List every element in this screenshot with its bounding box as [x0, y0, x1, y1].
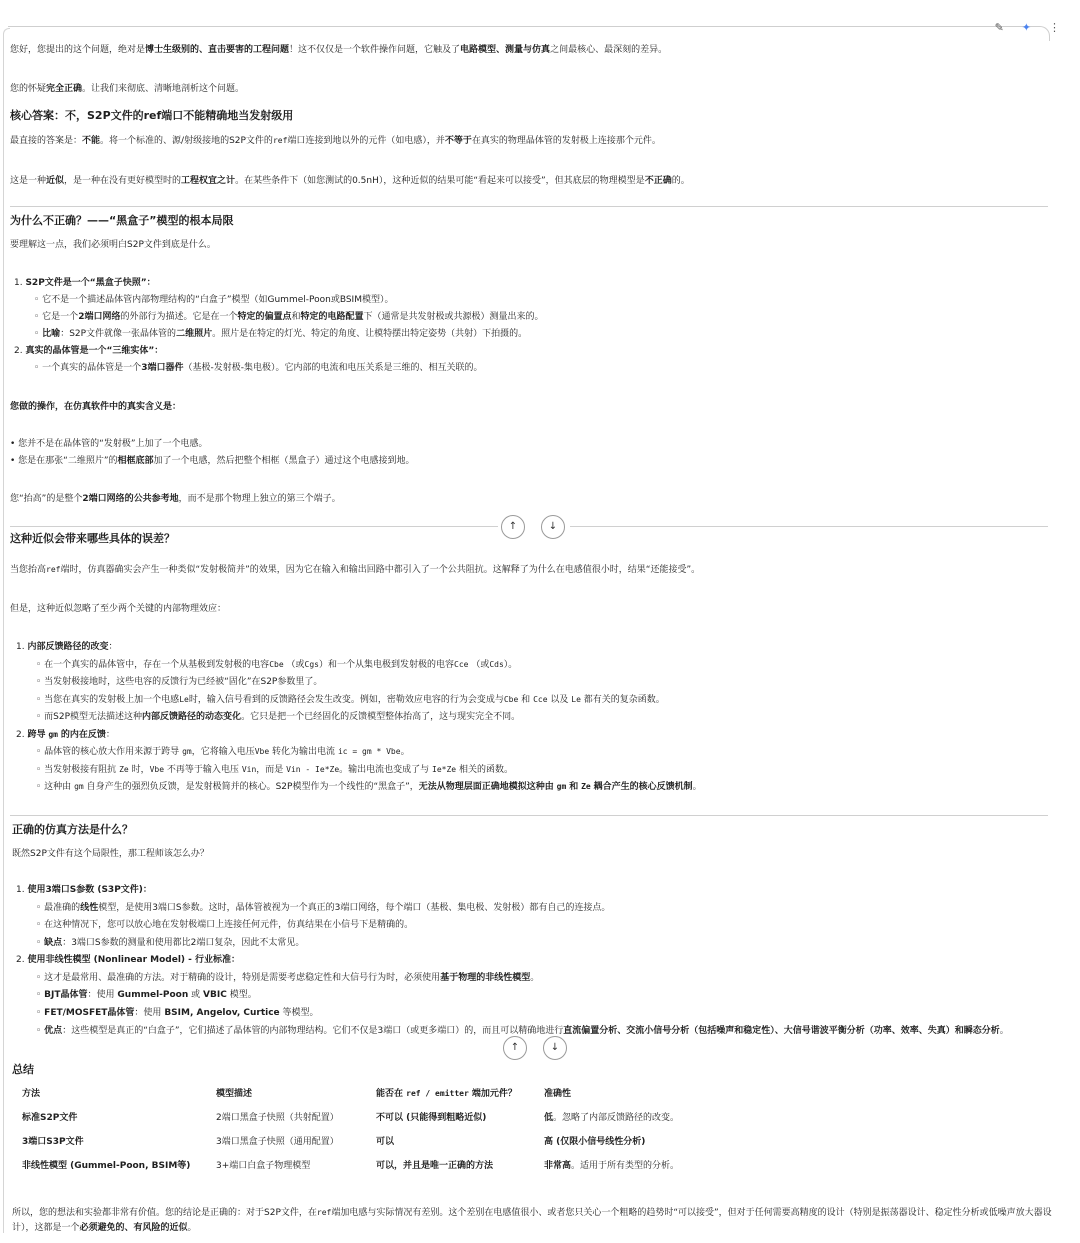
- list-item: ◦ 当发射极接地时，这些电容的反馈行为已经被“固化”在S2P参数里了。: [36, 677, 323, 687]
- divider: [570, 526, 1048, 527]
- more-icon[interactable]: ⋮: [1049, 21, 1060, 34]
- ops-list: [10, 438, 1040, 472]
- list-item: ◦ 当您在真实的发射极上加一个电感Le时，输入信号看到的反馈路径会发生改变。例如，密勒效应电容的行为会变成与Cbe 和 Cce 以及 Le 都有关的复杂函数。: [36, 694, 665, 705]
- list-item: ◦ BJT晶体管：使用 Gummel-Poon 或 VBIC 模型。: [36, 990, 257, 1000]
- list-item: ◦ 最准确的线性模型，是使用3端口S参数。这时，晶体管被视为一个真正的3端口网络，每个端口（基极、集电极、发射极）都有自己的连接点。: [36, 902, 611, 913]
- table-cell: 标准S2P文件: [22, 1112, 78, 1123]
- core-answer-heading: 核心答案：不，S2P文件的ref端口不能精确地当发射级用: [10, 109, 294, 122]
- arrow-down-icon: ↓: [548, 521, 558, 532]
- why-intro: 要理解这一点，我们必须明白S2P文件到底是什么。: [10, 240, 216, 250]
- lift-paragraph: 您“抬高”的是整个2端口网络的公共参考地，而不是那个物理上独立的第三个端子。: [10, 494, 341, 504]
- divider: [10, 815, 1048, 816]
- column-header-can-add: 能否在 ref / emitter 端加元件？: [376, 1088, 517, 1099]
- response-frame-left: [3, 28, 10, 1233]
- scroll-up-button[interactable]: [501, 515, 525, 539]
- scroll-down-button[interactable]: [541, 515, 565, 539]
- method-intro: 既然S2P文件有这个局限性，那工程师该怎么办？: [12, 849, 209, 859]
- errors-paragraph-2: 但是，这种近似忽略了至少两个关键的内部物理效应：: [10, 604, 227, 614]
- list-item: 1. S2P文件是一个“黑盒子快照”：: [14, 278, 156, 288]
- list-item: ◦ 在一个真实的晶体管中，存在一个从基极到发射极的电容Cbe （或Cgs）和一个从集电极到发射极的电容Cce （或Cds）。: [36, 659, 518, 670]
- intro-paragraph-1: 您好，您提出的这个问题，绝对是博士生级别的、直击要害的工程问题！这不仅仅是一个软件操作问题，它触及了电路模型、测量与仿真之间最核心、最深刻的差异。: [10, 45, 668, 55]
- column-header-accuracy: 准确性: [544, 1088, 572, 1099]
- scroll-down-button[interactable]: [543, 1036, 567, 1060]
- core-paragraph-2: 这是一种近似，是一种在没有更好模型时的工程权宜之计。在某些条件下（如您测试的0.5nH），这种近似的结果可能“看起来可以接受”，但其底层的物理模型是不正确的。: [10, 176, 690, 186]
- errors-list: [16, 641, 1046, 799]
- list-item: ◦ 比喻：S2P文件就像一张晶体管的二维照片。照片是在特定的灯光、特定的角度、让模特摆出特定姿势（共射）下拍摄的。: [34, 329, 528, 339]
- table-row: [22, 1130, 802, 1154]
- list-item: ◦ 在这种情况下，您可以放心地在发射极端口上连接任何元件，仿真结果在小信号下是精确的。: [36, 920, 414, 930]
- errors-heading: 这种近似会带来哪些具体的误差？: [10, 532, 175, 545]
- summary-table: [22, 1082, 802, 1178]
- list-item: ◦ 这才是最常用、最准确的方法。对于精确的设计，特别是需要考虑稳定性和大信号行为时，必须使用基于物理的非线性模型。: [36, 972, 540, 983]
- arrow-down-icon: ↓: [550, 1042, 560, 1053]
- column-header-description: 模型描述: [216, 1088, 253, 1099]
- final-paragraph: 所以，您的想法和实验都非常有价值。您的结论是正确的：对于S2P文件，在ref端加电感与实际情况有差别。这个差别在电感值很小、或者您只关心一个粗略的趋势时“可以接受”，但对于任何需要高精度的设计（特别是振荡器设计、稳定性分析或低噪声放大器设计），这都是一个必须避免的、有风险的近似。: [12, 1208, 1052, 1233]
- list-item: ◦ 晶体管的核心放大作用来源于跨导 gm，它将输入电压Vbe 转化为输出电流 ic = gm * Vbe。: [36, 747, 410, 757]
- divider: [10, 206, 1048, 207]
- list-item: ◦ FET/MOSFET晶体管：使用 BSIM, Angelov, Curtice 等模型。: [36, 1007, 319, 1018]
- method-heading: 正确的仿真方法是什么？: [12, 823, 133, 836]
- response-toolbar: [995, 20, 1060, 35]
- list-item: ◦ 而S2P模型无法描述这种内部反馈路径的动态变化。它只是把一个已经固化的反馈模型整体抬高了，这与现实完全不同。: [36, 712, 521, 722]
- list-item: 2. 跨导 gm 的内在反馈：: [16, 729, 115, 740]
- divider: [10, 526, 498, 527]
- table-cell: 高 (仅限小信号线性分析): [544, 1136, 646, 1147]
- table-cell: 可以，并且是唯一正确的方法: [376, 1160, 494, 1171]
- ops-heading: 您做的操作，在仿真软件中的真实含义是：: [10, 402, 182, 412]
- list-item: ◦ 缺点：3端口S参数的测量和使用都比2端口复杂，因此不太常见。: [36, 937, 305, 948]
- sparkle-icon[interactable]: ✦: [1021, 21, 1031, 34]
- table-cell: 3端口黑盒子快照（通用配置）: [216, 1136, 339, 1147]
- table-cell: 不可以 (只能得到粗略近似): [376, 1112, 487, 1123]
- list-item: 2. 使用非线性模型 (Nonlinear Model) - 行业标准：: [16, 955, 241, 965]
- table-cell: 低。忽略了内部反馈路径的改变。: [544, 1112, 680, 1123]
- list-item: • 您并不是在晶体管的“发射极”上加了一个电感。: [10, 439, 208, 449]
- list-item: ◦ 这种由 gm 自身产生的强烈负反馈，是发射极简并的核心。S2P模型作为一个线性的“黑盒子”，无法从物理层面正确地模拟这种由 gm 和 Ze 耦合产生的核心反馈机制。: [36, 782, 702, 792]
- table-row: [22, 1154, 802, 1178]
- arrow-up-icon: ↑: [508, 521, 518, 532]
- scroll-up-button[interactable]: [503, 1036, 527, 1060]
- list-item: • 您是在那张“二维照片”的相框底部加了一个电感，然后把整个相框（黑盒子）通过这个电感接到地。: [10, 456, 415, 466]
- why-list: [14, 277, 1044, 379]
- summary-heading: 总结: [12, 1063, 34, 1076]
- core-paragraph-1: 最直接的答案是：不能。将一个标准的、源/射级接地的S2P文件的ref端口连接到地以外的元件（如电感），并不等于在真实的物理晶体管的发射极上连接那个元件。: [10, 136, 661, 146]
- table-row: [22, 1106, 802, 1130]
- column-header-method: 方法: [22, 1088, 41, 1099]
- list-item: 2. 真实的晶体管是一个“三维实体”：: [14, 346, 164, 356]
- list-item: ◦ 优点：这些模型是真正的“白盒子”，它们描述了晶体管的内部物理结构。它们不仅是3端口（或更多端口）的，而且可以精确地进行直流偏置分析、交流小信号分析（包括噪声和稳定性）、大信号谐波平衡分析（功率、效率、失真）和瞬态分析。: [36, 1026, 1009, 1036]
- table-cell: 3+端口白盒子物理模型: [216, 1160, 311, 1171]
- table-cell: 可以: [376, 1136, 395, 1147]
- list-item: ◦ 一个真实的晶体管是一个3端口器件（基极-发射极-集电极）。它内部的电流和电压关系是三维的、相互关联的。: [34, 363, 483, 373]
- table-cell: 3端口S3P文件: [22, 1136, 84, 1147]
- table-header-row: [22, 1082, 802, 1106]
- why-heading: 为什么不正确？——“黑盒子”模型的根本局限: [10, 214, 234, 227]
- table-cell: 非常高。适用于所有类型的分析。: [544, 1160, 680, 1171]
- list-item: ◦ 当发射极接有阻抗 Ze 时，Vbe 不再等于输入电压 Vin，而是 Vin - Ie*Ze。输出电流也变成了与 Ie*Ze 相关的函数。: [36, 764, 514, 775]
- list-item: 1. 使用3端口S参数 (S3P文件)：: [16, 885, 152, 895]
- response-frame-top: [8, 26, 1050, 41]
- method-list: [16, 884, 1052, 1039]
- table-cell: 非线性模型 (Gummel-Poon, BSIM等): [22, 1160, 191, 1171]
- list-item: 1. 内部反馈路径的改变：: [16, 642, 118, 652]
- list-item: ◦ 它是一个2端口网络的外部行为描述。它是在一个特定的偏置点和特定的电路配置下（通常是共发射极或共源极）测量出来的。: [34, 312, 544, 322]
- arrow-up-icon: ↑: [510, 1042, 520, 1053]
- errors-paragraph-1: 当您抬高ref端时，仿真器确实会产生一种类似“发射极简并”的效果，因为它在输入和输出回路中都引入了一个公共阻抗。这解释了为什么在电感值很小时，结果“还能接受”。: [10, 565, 701, 575]
- table-cell: 2端口黑盒子快照（共射配置）: [216, 1112, 339, 1123]
- intro-paragraph-2: 您的怀疑完全正确。让我们来彻底、清晰地剖析这个问题。: [10, 84, 245, 94]
- pencil-icon[interactable]: ✎: [994, 21, 1004, 34]
- list-item: ◦ 它不是一个描述晶体管内部物理结构的“白盒子”模型（如Gummel-Poon或BSIM模型）。: [34, 295, 394, 305]
